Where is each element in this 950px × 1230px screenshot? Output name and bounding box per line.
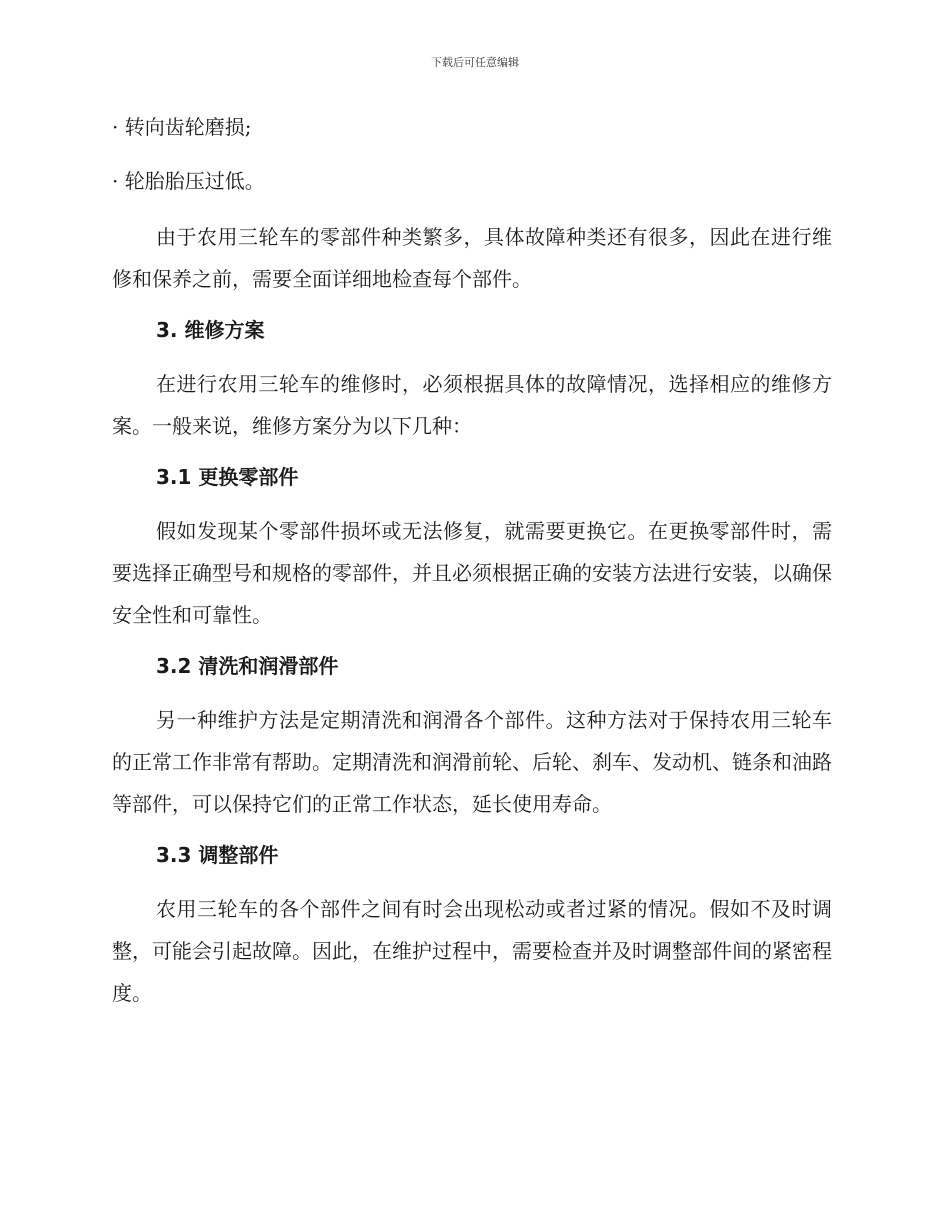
section-heading: 3.1 更换零部件 bbox=[156, 465, 299, 489]
page-header: 下载后可任意编辑 bbox=[431, 56, 519, 69]
bullet-item: · 轮胎胎压过低。 bbox=[112, 169, 265, 193]
bullet-item: · 转向齿轮磨损; bbox=[112, 115, 252, 139]
paragraph: 另一种维护方法是定期清洗和润滑各个部件。这种方法对于保持农用三轮车的正常工作非常有帮助。定期清洗和润滑前轮、后轮、刹车、发动机、链条和油路等部件，可以保持它们的正常工作状态，延长使用寿命。 bbox=[112, 708, 832, 816]
paragraph: 假如发现某个零部件损坏或无法修复，就需要更换它。在更换零部件时，需要选择正确型号和规格的零部件，并且必须根据正确的安装方法进行安装，以确保安全性和可靠性。 bbox=[112, 519, 832, 627]
document-body bbox=[112, 108, 832, 1025]
section-heading: 3.2 清洗和润滑部件 bbox=[156, 654, 339, 678]
paragraph: 农用三轮车的各个部件之间有时会出现松动或者过紧的情况。假如不及时调整，可能会引起故障。因此，在维护过程中，需要检查并及时调整部件间的紧密程度。 bbox=[112, 897, 832, 1005]
paragraph: 在进行农用三轮车的维修时，必须根据具体的故障情况，选择相应的维修方案。一般来说，维修方案分为以下几种： bbox=[112, 372, 832, 438]
paragraph: 由于农用三轮车的零部件种类繁多，具体故障种类还有很多，因此在进行维修和保养之前，需要全面详细地检查每个部件。 bbox=[112, 225, 832, 291]
section-heading: 3. 维修方案 bbox=[156, 318, 265, 342]
section-heading: 3.3 调整部件 bbox=[156, 843, 279, 867]
